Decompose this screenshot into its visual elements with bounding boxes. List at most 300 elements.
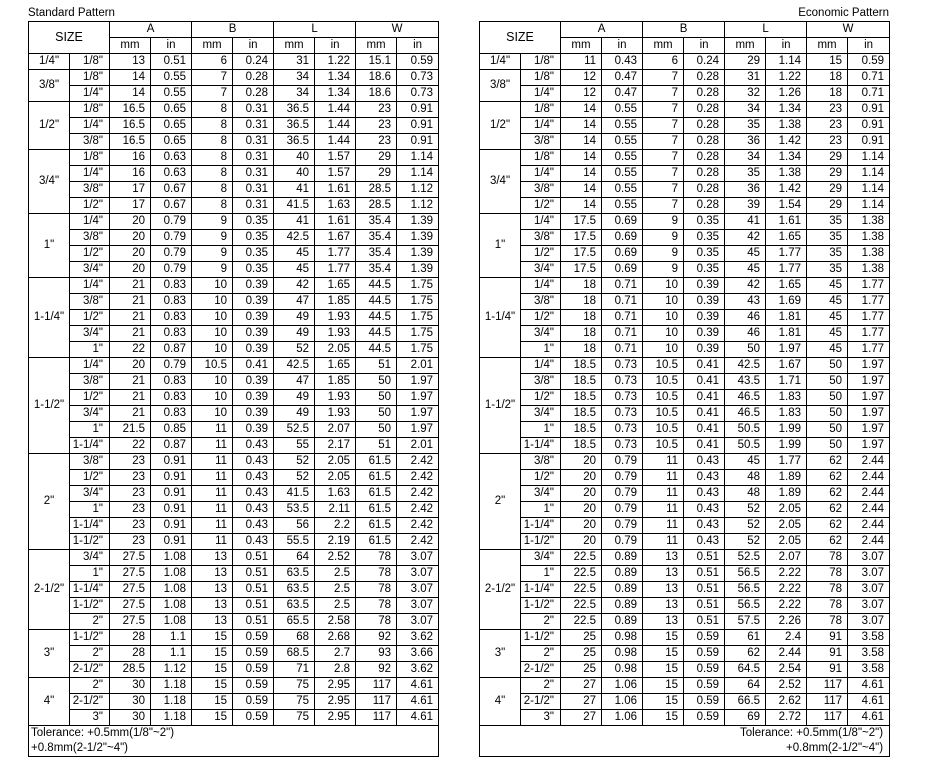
table-row [29, 502, 439, 518]
value-cell: 0.71 [848, 70, 890, 86]
value-cell: 17.5 [561, 214, 602, 230]
value-cell: 23 [356, 134, 397, 150]
value-cell: 2.95 [315, 710, 356, 726]
value-cell: 0.28 [684, 198, 725, 214]
size-cell: 1-1/2" [480, 358, 521, 454]
value-cell: 1.71 [766, 374, 807, 390]
value-cell: 1.22 [766, 70, 807, 86]
value-cell: 1.22 [315, 54, 356, 70]
value-cell: 21 [110, 278, 151, 294]
value-cell: 0.35 [233, 246, 274, 262]
value-cell: 0.63 [151, 150, 192, 166]
value-cell: 0.79 [151, 230, 192, 246]
value-cell: 0.98 [602, 662, 643, 678]
value-cell: 42.5 [725, 358, 766, 374]
value-cell: 18 [561, 310, 602, 326]
value-cell: 41.5 [274, 198, 315, 214]
value-cell: 55 [274, 438, 315, 454]
table-row [480, 214, 890, 230]
value-cell: 1.12 [151, 662, 192, 678]
value-cell: 0.59 [684, 710, 725, 726]
value-cell: 0.83 [151, 390, 192, 406]
value-cell: 11 [192, 534, 233, 550]
value-cell: 1.39 [397, 246, 439, 262]
value-cell: 2.54 [766, 662, 807, 678]
branch-size-cell: 1" [70, 422, 110, 438]
value-cell: 2.95 [315, 678, 356, 694]
value-cell: 1.65 [766, 230, 807, 246]
branch-size-cell: 1-1/4" [70, 518, 110, 534]
value-cell: 12 [561, 70, 602, 86]
value-cell: 18 [561, 294, 602, 310]
value-cell: 23 [110, 470, 151, 486]
value-cell: 0.73 [602, 358, 643, 374]
table-row [29, 358, 439, 374]
value-cell: 117 [356, 694, 397, 710]
value-cell: 44.5 [356, 294, 397, 310]
value-cell: 0.43 [233, 518, 274, 534]
value-cell: 0.83 [151, 278, 192, 294]
value-cell: 6 [643, 54, 684, 70]
size-cell: 3/4" [29, 150, 70, 214]
value-cell: 1.08 [151, 598, 192, 614]
value-cell: 0.98 [602, 646, 643, 662]
value-cell: 10.5 [643, 374, 684, 390]
size-cell: 3" [29, 630, 70, 678]
table-row [29, 550, 439, 566]
value-cell: 3.58 [848, 662, 890, 678]
value-cell: 34 [725, 102, 766, 118]
value-cell: 50 [356, 422, 397, 438]
group-header-a: A [561, 22, 643, 38]
value-cell: 0.89 [602, 566, 643, 582]
value-cell: 1.93 [315, 310, 356, 326]
value-cell: 3.07 [397, 582, 439, 598]
value-cell: 1.38 [848, 246, 890, 262]
branch-size-cell: 1/4" [70, 278, 110, 294]
table-row [480, 134, 890, 150]
value-cell: 75 [274, 678, 315, 694]
value-cell: 10 [643, 294, 684, 310]
value-cell: 0.39 [684, 278, 725, 294]
value-cell: 1.61 [766, 214, 807, 230]
value-cell: 2.42 [397, 454, 439, 470]
value-cell: 50 [356, 390, 397, 406]
value-cell: 51 [356, 438, 397, 454]
value-cell: 1.77 [848, 342, 890, 358]
value-cell: 3.07 [397, 550, 439, 566]
branch-size-cell: 1/2" [70, 310, 110, 326]
value-cell: 22.5 [561, 598, 602, 614]
value-cell: 0.89 [602, 614, 643, 630]
value-cell: 29 [807, 150, 848, 166]
value-cell: 1.81 [766, 326, 807, 342]
value-cell: 28.5 [356, 198, 397, 214]
value-cell: 42 [274, 278, 315, 294]
table-row [29, 438, 439, 454]
table-body [480, 54, 890, 726]
size-header: SIZE [480, 22, 561, 54]
table-row [29, 518, 439, 534]
value-cell: 1.97 [397, 406, 439, 422]
value-cell: 18.5 [561, 422, 602, 438]
value-cell: 15.1 [356, 54, 397, 70]
value-cell: 0.59 [233, 710, 274, 726]
branch-size-cell: 2" [521, 678, 561, 694]
value-cell: 3.07 [848, 550, 890, 566]
value-cell: 7 [192, 70, 233, 86]
value-cell: 22.5 [561, 582, 602, 598]
value-cell: 1.89 [766, 470, 807, 486]
value-cell: 2.42 [397, 486, 439, 502]
value-cell: 1.83 [766, 390, 807, 406]
table-row [480, 566, 890, 582]
unit-header: mm [561, 38, 602, 54]
value-cell: 10 [192, 326, 233, 342]
economic-pattern-table [479, 21, 890, 757]
table-row [480, 262, 890, 278]
table-row [29, 486, 439, 502]
value-cell: 1.38 [848, 214, 890, 230]
value-cell: 0.28 [684, 134, 725, 150]
value-cell: 2.44 [848, 502, 890, 518]
value-cell: 50 [725, 342, 766, 358]
value-cell: 1.34 [315, 70, 356, 86]
value-cell: 45 [274, 246, 315, 262]
value-cell: 15 [807, 54, 848, 70]
value-cell: 1.14 [766, 54, 807, 70]
table-row [29, 150, 439, 166]
value-cell: 4.61 [848, 678, 890, 694]
value-cell: 0.65 [151, 118, 192, 134]
value-cell: 10 [192, 278, 233, 294]
value-cell: 18.5 [561, 406, 602, 422]
value-cell: 0.39 [233, 278, 274, 294]
table-row [480, 550, 890, 566]
value-cell: 0.28 [684, 70, 725, 86]
table-row [29, 598, 439, 614]
value-cell: 0.43 [684, 518, 725, 534]
value-cell: 1.65 [766, 278, 807, 294]
tolerance-note: Tolerance: +0.5mm(1/8"~2") [29, 726, 439, 742]
value-cell: 45 [807, 294, 848, 310]
value-cell: 68 [274, 630, 315, 646]
branch-size-cell: 3/8" [521, 134, 561, 150]
value-cell: 0.55 [151, 86, 192, 102]
value-cell: 0.59 [233, 662, 274, 678]
branch-size-cell: 1/4" [70, 214, 110, 230]
value-cell: 0.43 [602, 54, 643, 70]
group-header-l: L [274, 22, 356, 38]
unit-header: in [315, 38, 356, 54]
table-row [480, 54, 890, 70]
table-row [29, 102, 439, 118]
value-cell: 9 [643, 262, 684, 278]
value-cell: 35 [807, 214, 848, 230]
table-row [29, 630, 439, 646]
value-cell: 3.07 [397, 614, 439, 630]
unit-header: in [766, 38, 807, 54]
value-cell: 0.28 [684, 150, 725, 166]
value-cell: 2.05 [315, 342, 356, 358]
value-cell: 0.71 [602, 326, 643, 342]
table-row [29, 694, 439, 710]
value-cell: 1.38 [766, 166, 807, 182]
value-cell: 2.22 [766, 582, 807, 598]
value-cell: 0.67 [151, 182, 192, 198]
table-row [480, 310, 890, 326]
value-cell: 1.77 [766, 246, 807, 262]
branch-size-cell: 1/4" [70, 86, 110, 102]
value-cell: 18 [807, 86, 848, 102]
value-cell: 1.34 [766, 102, 807, 118]
unit-header: in [602, 38, 643, 54]
value-cell: 1.06 [602, 710, 643, 726]
value-cell: 20 [110, 358, 151, 374]
branch-size-cell: 1/4" [521, 86, 561, 102]
value-cell: 0.59 [684, 630, 725, 646]
table-row [480, 582, 890, 598]
value-cell: 0.28 [684, 102, 725, 118]
value-cell: 117 [807, 694, 848, 710]
value-cell: 10 [192, 406, 233, 422]
value-cell: 1.14 [848, 150, 890, 166]
value-cell: 14 [561, 118, 602, 134]
value-cell: 1.12 [397, 198, 439, 214]
value-cell: 36.5 [274, 134, 315, 150]
value-cell: 20 [561, 470, 602, 486]
value-cell: 63.5 [274, 598, 315, 614]
branch-size-cell: 3/8" [70, 230, 110, 246]
branch-size-cell: 1/2" [70, 390, 110, 406]
table-row [480, 182, 890, 198]
value-cell: 1.75 [397, 294, 439, 310]
size-cell: 1/4" [480, 54, 521, 70]
value-cell: 0.65 [151, 102, 192, 118]
value-cell: 44.5 [356, 326, 397, 342]
value-cell: 17.5 [561, 230, 602, 246]
value-cell: 0.79 [151, 262, 192, 278]
value-cell: 11 [643, 470, 684, 486]
branch-size-cell: 3/8" [70, 182, 110, 198]
table-row [480, 470, 890, 486]
value-cell: 47 [274, 294, 315, 310]
value-cell: 0.91 [848, 118, 890, 134]
value-cell: 1.61 [315, 182, 356, 198]
value-cell: 0.71 [602, 310, 643, 326]
value-cell: 20 [561, 454, 602, 470]
value-cell: 9 [192, 230, 233, 246]
table-row [29, 390, 439, 406]
branch-size-cell: 3/4" [70, 406, 110, 422]
branch-size-cell: 2" [70, 614, 110, 630]
table-row [29, 582, 439, 598]
unit-header: mm [356, 38, 397, 54]
value-cell: 0.67 [151, 198, 192, 214]
table-row [480, 662, 890, 678]
value-cell: 52 [725, 502, 766, 518]
value-cell: 0.55 [602, 198, 643, 214]
value-cell: 23 [807, 118, 848, 134]
branch-size-cell: 2" [521, 614, 561, 630]
value-cell: 27.5 [110, 582, 151, 598]
value-cell: 3.58 [848, 646, 890, 662]
value-cell: 49 [274, 390, 315, 406]
branch-size-cell: 3/4" [521, 326, 561, 342]
value-cell: 1.08 [151, 550, 192, 566]
value-cell: 16 [110, 150, 151, 166]
value-cell: 91 [807, 646, 848, 662]
standard-pattern-panel [28, 6, 438, 757]
value-cell: 50 [807, 390, 848, 406]
value-cell: 0.39 [684, 326, 725, 342]
value-cell: 3.07 [397, 598, 439, 614]
value-cell: 4.61 [397, 710, 439, 726]
value-cell: 18 [807, 70, 848, 86]
branch-size-cell: 1-1/2" [70, 534, 110, 550]
unit-header: mm [192, 38, 233, 54]
value-cell: 29 [356, 150, 397, 166]
value-cell: 0.41 [684, 358, 725, 374]
value-cell: 1.97 [397, 422, 439, 438]
value-cell: 2.22 [766, 566, 807, 582]
value-cell: 4.61 [848, 710, 890, 726]
value-cell: 0.79 [151, 358, 192, 374]
value-cell: 27.5 [110, 614, 151, 630]
branch-size-cell: 1-1/2" [521, 630, 561, 646]
value-cell: 7 [643, 118, 684, 134]
value-cell: 55.5 [274, 534, 315, 550]
value-cell: 61 [725, 630, 766, 646]
value-cell: 3.66 [397, 646, 439, 662]
value-cell: 34 [725, 150, 766, 166]
unit-header: mm [643, 38, 684, 54]
value-cell: 0.39 [233, 374, 274, 390]
value-cell: 14 [110, 70, 151, 86]
value-cell: 0.83 [151, 326, 192, 342]
value-cell: 1.65 [315, 278, 356, 294]
value-cell: 1.75 [397, 326, 439, 342]
branch-size-cell: 2-1/2" [521, 662, 561, 678]
value-cell: 1.06 [602, 678, 643, 694]
branch-size-cell: 1" [521, 566, 561, 582]
value-cell: 78 [356, 598, 397, 614]
unit-header: in [684, 38, 725, 54]
value-cell: 42 [725, 230, 766, 246]
value-cell: 0.24 [684, 54, 725, 70]
value-cell: 1.44 [315, 118, 356, 134]
value-cell: 1.85 [315, 294, 356, 310]
value-cell: 1.18 [151, 694, 192, 710]
value-cell: 34 [274, 70, 315, 86]
value-cell: 15 [643, 662, 684, 678]
branch-size-cell: 1/4" [70, 118, 110, 134]
value-cell: 22.5 [561, 566, 602, 582]
value-cell: 16.5 [110, 118, 151, 134]
value-cell: 0.91 [397, 134, 439, 150]
value-cell: 2.5 [315, 582, 356, 598]
value-cell: 91 [807, 662, 848, 678]
branch-size-cell: 3/8" [521, 230, 561, 246]
table-row [480, 374, 890, 390]
value-cell: 25 [561, 646, 602, 662]
value-cell: 8 [192, 102, 233, 118]
value-cell: 15 [192, 630, 233, 646]
table-row [480, 406, 890, 422]
value-cell: 9 [643, 230, 684, 246]
value-cell: 0.91 [151, 470, 192, 486]
value-cell: 78 [356, 566, 397, 582]
value-cell: 22.5 [561, 614, 602, 630]
value-cell: 21 [110, 406, 151, 422]
value-cell: 1.97 [848, 438, 890, 454]
branch-size-cell: 2" [70, 646, 110, 662]
value-cell: 18 [561, 326, 602, 342]
unit-header: in [233, 38, 274, 54]
value-cell: 2.44 [848, 486, 890, 502]
value-cell: 0.79 [151, 246, 192, 262]
panel-title: Standard Pattern [28, 7, 115, 19]
value-cell: 10 [192, 342, 233, 358]
value-cell: 0.79 [602, 470, 643, 486]
value-cell: 15 [192, 662, 233, 678]
panel-title: Economic Pattern [798, 7, 889, 19]
value-cell: 0.43 [684, 486, 725, 502]
branch-size-cell: 3/4" [70, 262, 110, 278]
value-cell: 52 [274, 470, 315, 486]
value-cell: 0.39 [684, 342, 725, 358]
value-cell: 7 [643, 134, 684, 150]
value-cell: 1.77 [848, 310, 890, 326]
value-cell: 0.85 [151, 422, 192, 438]
value-cell: 35 [725, 166, 766, 182]
value-cell: 23 [110, 486, 151, 502]
value-cell: 50 [807, 358, 848, 374]
value-cell: 62 [807, 534, 848, 550]
value-cell: 1.77 [848, 294, 890, 310]
value-cell: 2.5 [315, 598, 356, 614]
value-cell: 42.5 [274, 230, 315, 246]
value-cell: 0.35 [684, 230, 725, 246]
value-cell: 0.71 [848, 86, 890, 102]
value-cell: 0.39 [684, 294, 725, 310]
value-cell: 1.08 [151, 582, 192, 598]
value-cell: 0.31 [233, 182, 274, 198]
value-cell: 0.43 [684, 470, 725, 486]
branch-size-cell: 1/2" [70, 198, 110, 214]
value-cell: 64.5 [725, 662, 766, 678]
value-cell: 35.4 [356, 230, 397, 246]
table-row [29, 566, 439, 582]
value-cell: 39 [725, 198, 766, 214]
branch-size-cell: 3/4" [521, 262, 561, 278]
value-cell: 14 [561, 166, 602, 182]
value-cell: 92 [356, 662, 397, 678]
value-cell: 0.59 [233, 694, 274, 710]
branch-size-cell: 1" [521, 422, 561, 438]
value-cell: 50 [807, 374, 848, 390]
value-cell: 27.5 [110, 598, 151, 614]
value-cell: 49 [274, 310, 315, 326]
value-cell: 2.8 [315, 662, 356, 678]
value-cell: 15 [192, 710, 233, 726]
value-cell: 0.59 [233, 646, 274, 662]
size-cell: 1-1/4" [480, 278, 521, 358]
branch-size-cell: 2-1/2" [70, 662, 110, 678]
tolerance-row [29, 741, 439, 757]
tolerance-note: +0.8mm(2-1/2"~4") [480, 741, 890, 757]
table-row [480, 230, 890, 246]
